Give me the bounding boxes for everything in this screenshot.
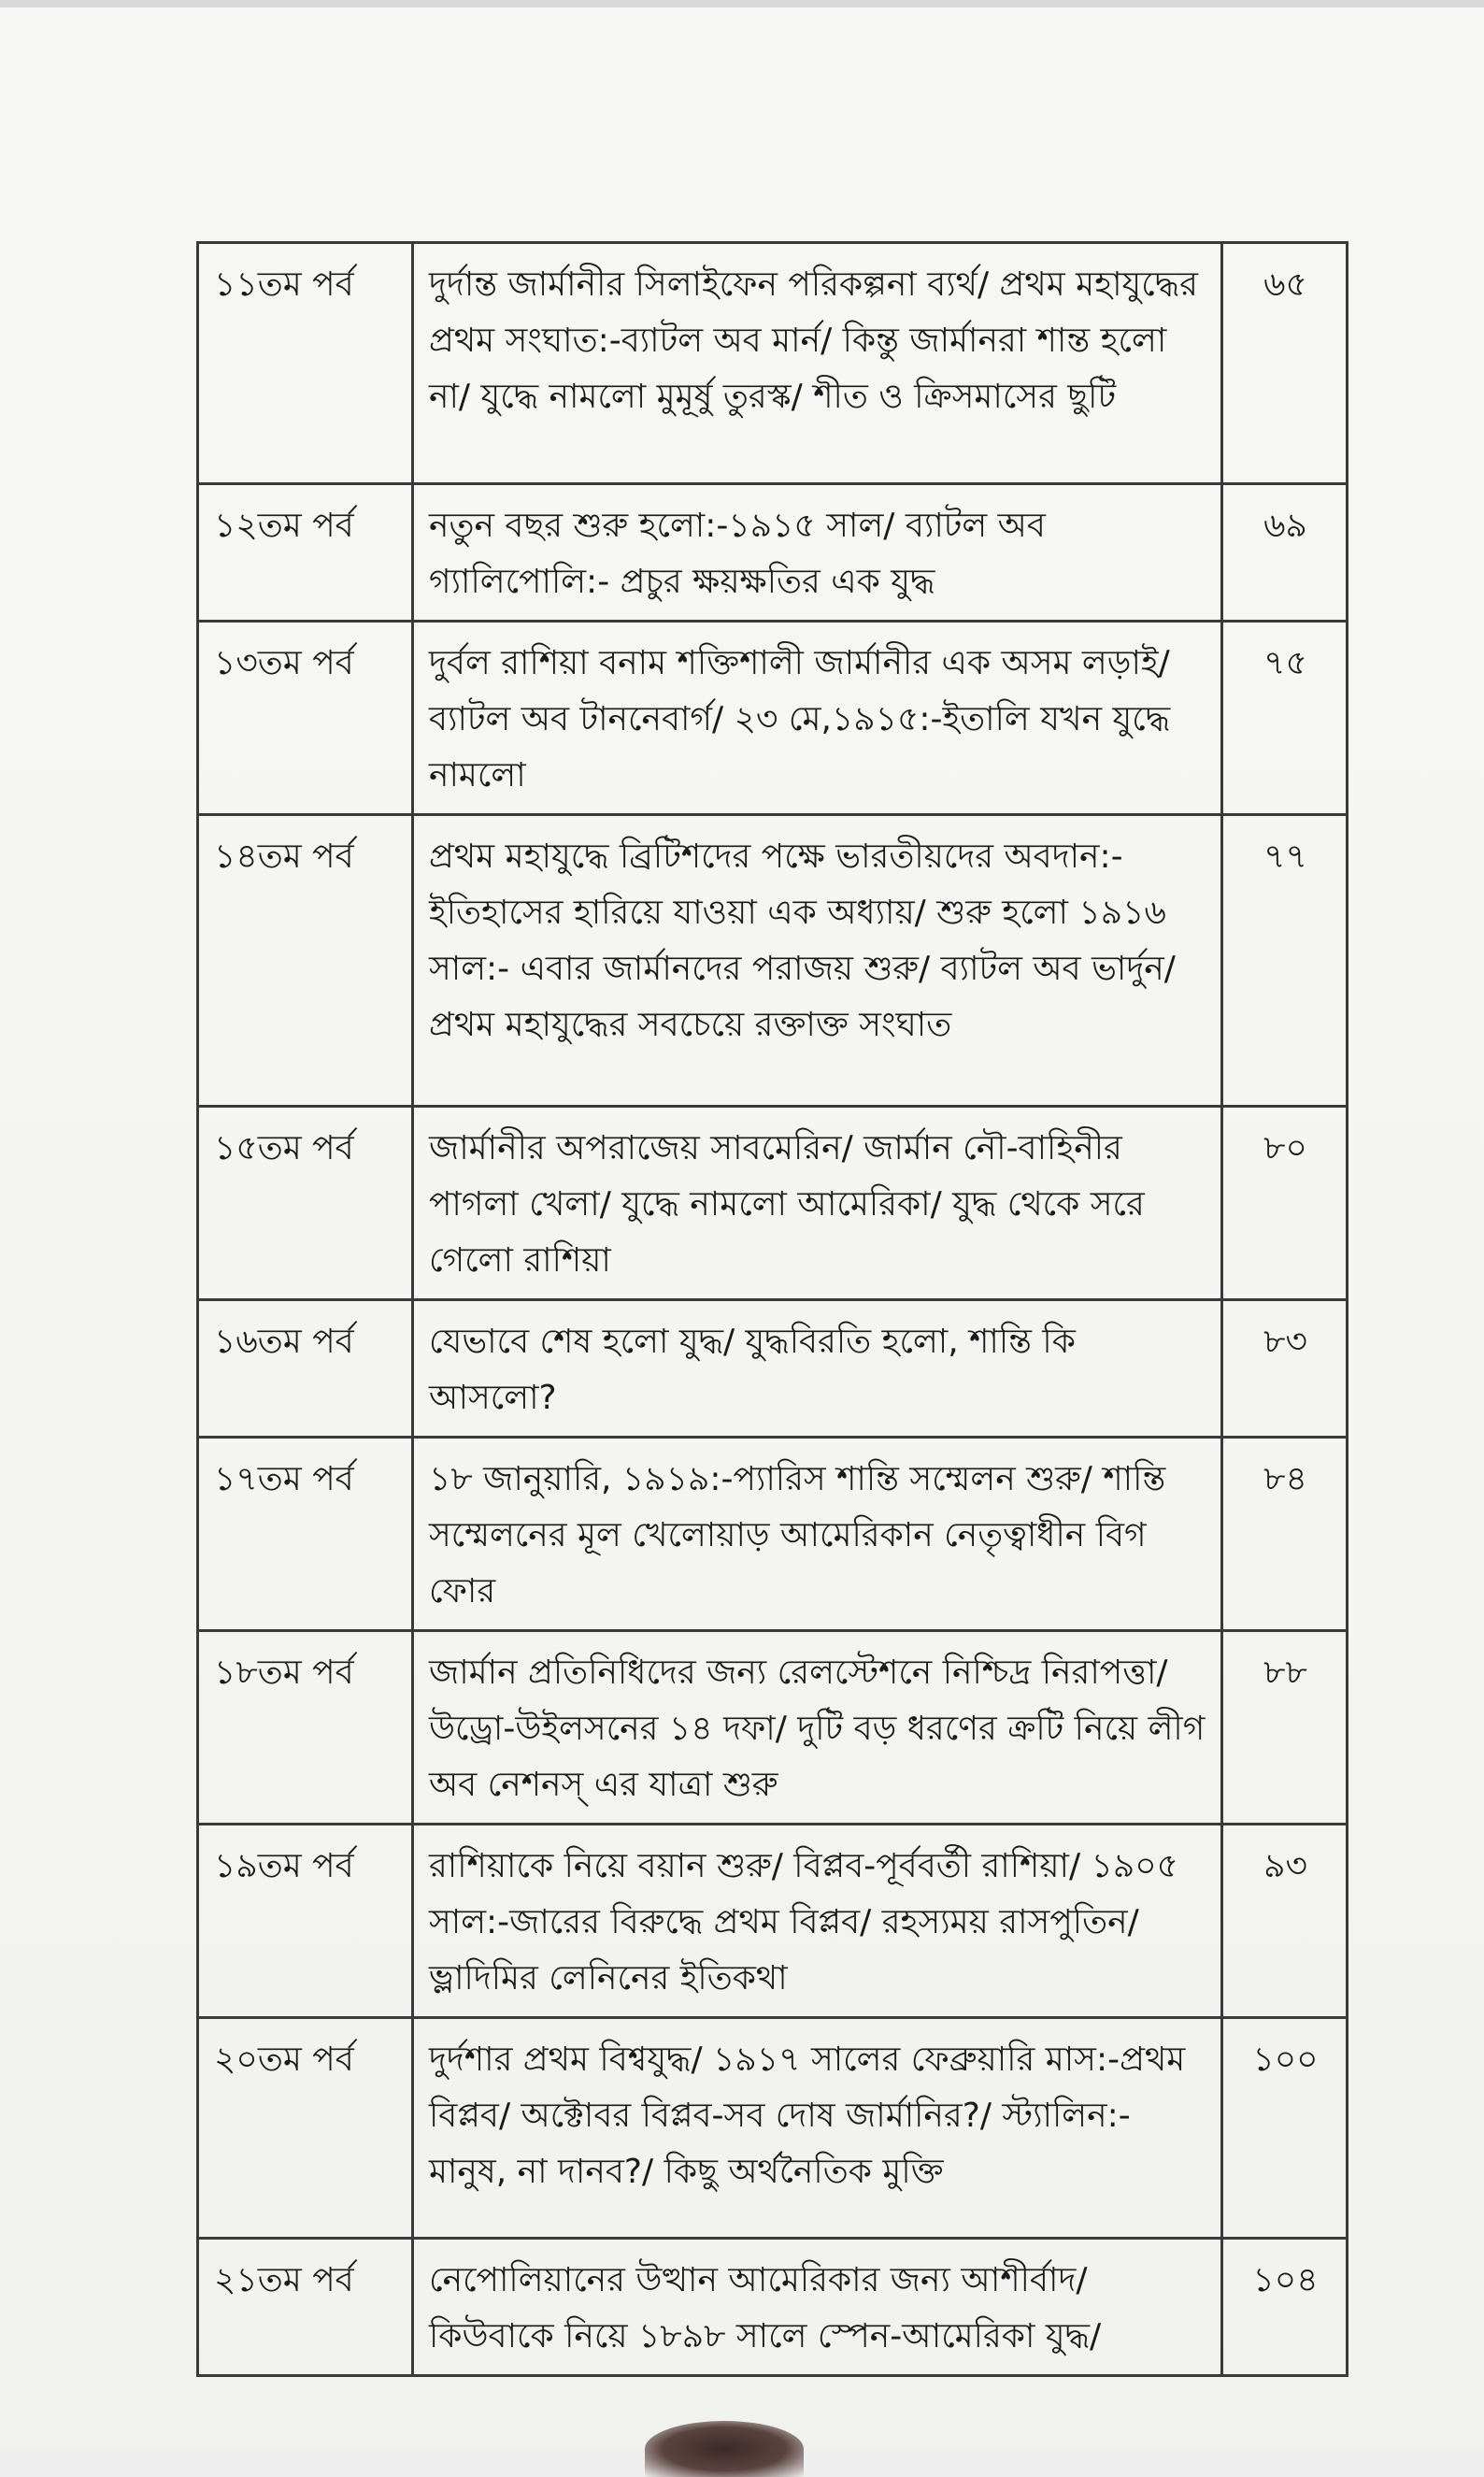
- page-number: ৬৫: [1222, 243, 1348, 484]
- chapter-number: ১৪তম পর্ব: [198, 815, 413, 1107]
- table-row: [198, 1300, 1348, 1438]
- page-number: ১০০: [1222, 2018, 1348, 2239]
- page-top-edge: [0, 0, 1484, 7]
- page-number: ১০৪: [1222, 2239, 1348, 2376]
- table-row: [198, 622, 1348, 815]
- page-number: ৭৫: [1222, 622, 1348, 815]
- page-number: ৯৩: [1222, 1825, 1348, 2018]
- page-number: ৭৭: [1222, 815, 1348, 1107]
- chapter-number: ১১তম পর্ব: [198, 243, 413, 484]
- chapter-title: জার্মান প্রতিনিধিদের জন্য রেলস্টেশনে নিশ্চিদ্র নিরাপত্তা/ উড্রো-উইলসনের ১৪ দফা/ দুটি বড় ধরণের ক্রটি নিয়ে লীগ অব নেশনস্ এর যাত্রা শুরু: [413, 1631, 1222, 1825]
- table-row: [198, 2018, 1348, 2239]
- page-number: ৮৮: [1222, 1631, 1348, 1825]
- chapter-number: ১৫তম পর্ব: [198, 1107, 413, 1300]
- chapter-number: ১৬তম পর্ব: [198, 1300, 413, 1438]
- chapter-title: দুর্বল রাশিয়া বনাম শক্তিশালী জার্মানীর এক অসম লড়াই/ ব্যাটল অব টাননেবার্গ/ ২৩ মে,১৯১৫:-ইতালি যখন যুদ্ধে নামলো: [413, 622, 1222, 815]
- table-row: [198, 1107, 1348, 1300]
- table-row: [198, 484, 1348, 622]
- page-number: ৮০: [1222, 1107, 1348, 1300]
- finger-shadow: [645, 2421, 804, 2477]
- chapter-number: ২০তম পর্ব: [198, 2018, 413, 2239]
- chapter-title: প্রথম মহাযুদ্ধে ব্রিটিশদের পক্ষে ভারতীয়দের অবদান:-ইতিহাসের হারিয়ে যাওয়া এক অধ্যায়/ শুরু হলো ১৯১৬ সাল:- এবার জার্মানদের পরাজয় শুরু/ ব্যাটল অব ভার্দুন/ প্রথম মহাযুদ্ধের সবচেয়ে রক্তাক্ত সংঘাত: [413, 815, 1222, 1107]
- table-row: [198, 2239, 1348, 2376]
- chapter-title: জার্মানীর অপরাজেয় সাবমেরিন/ জার্মান নৌ-বাহিনীর পাগলা খেলা/ যুদ্ধে নামলো আমেরিকা/ যুদ্ধ থেকে সরে গেলো রাশিয়া: [413, 1107, 1222, 1300]
- chapter-title: নতুন বছর শুরু হলো:-১৯১৫ সাল/ ব্যাটল অব গ্যালিপোলি:- প্রচুর ক্ষয়ক্ষতির এক যুদ্ধ: [413, 484, 1222, 622]
- chapter-title: নেপোলিয়ানের উত্থান আমেরিকার জন্য আশীর্বাদ/ কিউবাকে নিয়ে ১৮৯৮ সালে স্পেন-আমেরিকা যুদ্ধ/: [413, 2239, 1222, 2376]
- chapter-number: ১৯তম পর্ব: [198, 1825, 413, 2018]
- chapter-number: ১৮তম পর্ব: [198, 1631, 413, 1825]
- chapter-title: যেভাবে শেষ হলো যুদ্ধ/ যুদ্ধবিরতি হলো, শান্তি কি আসলো?: [413, 1300, 1222, 1438]
- chapter-number: ১২তম পর্ব: [198, 484, 413, 622]
- table-row: [198, 1438, 1348, 1631]
- table-row: [198, 1825, 1348, 2018]
- table-row: [198, 243, 1348, 484]
- chapter-number: ১৩তম পর্ব: [198, 622, 413, 815]
- chapter-number: ১৭তম পর্ব: [198, 1438, 413, 1631]
- chapter-title: রাশিয়াকে নিয়ে বয়ান শুরু/ বিপ্লব-পূর্ববর্তী রাশিয়া/ ১৯০৫ সাল:-জারের বিরুদ্ধে প্রথম বিপ্লব/ রহস্যময় রাসপুতিন/ ভ্লাদিমির লেনিনের ইতিকথা: [413, 1825, 1222, 2018]
- page-number: ৮৪: [1222, 1438, 1348, 1631]
- table-of-contents: [196, 241, 1348, 2377]
- table-row: [198, 1631, 1348, 1825]
- chapter-title: দুর্দান্ত জার্মানীর সিলাইফেন পরিকল্পনা ব্যর্থ/ প্রথম মহাযুদ্ধের প্রথম সংঘাত:-ব্যাটল অব মার্ন/ কিন্তু জার্মানরা শান্ত হলো না/ যুদ্ধে নামলো মুমূর্ষু তুরস্ক/ শীত ও ক্রিসমাসের ছুটি: [413, 243, 1222, 484]
- chapter-title: ১৮ জানুয়ারি, ১৯১৯:-প্যারিস শান্তি সম্মেলন শুরু/ শান্তি সম্মেলনের মূল খেলোয়াড় আমেরিকান নেতৃত্বাধীন বিগ ফোর: [413, 1438, 1222, 1631]
- table-row: [198, 815, 1348, 1107]
- page-number: ৬৯: [1222, 484, 1348, 622]
- chapter-number: ২১তম পর্ব: [198, 2239, 413, 2376]
- chapter-title: দুর্দশার প্রথম বিশ্বযুদ্ধ/ ১৯১৭ সালের ফেব্রুয়ারি মাস:-প্রথম বিপ্লব/ অক্টোবর বিপ্লব-সব দোষ জার্মানির?/ স্ট্যালিন:-মানুষ, না দানব?/ কিছু অর্থনৈতিক মুক্তি: [413, 2018, 1222, 2239]
- page-number: ৮৩: [1222, 1300, 1348, 1438]
